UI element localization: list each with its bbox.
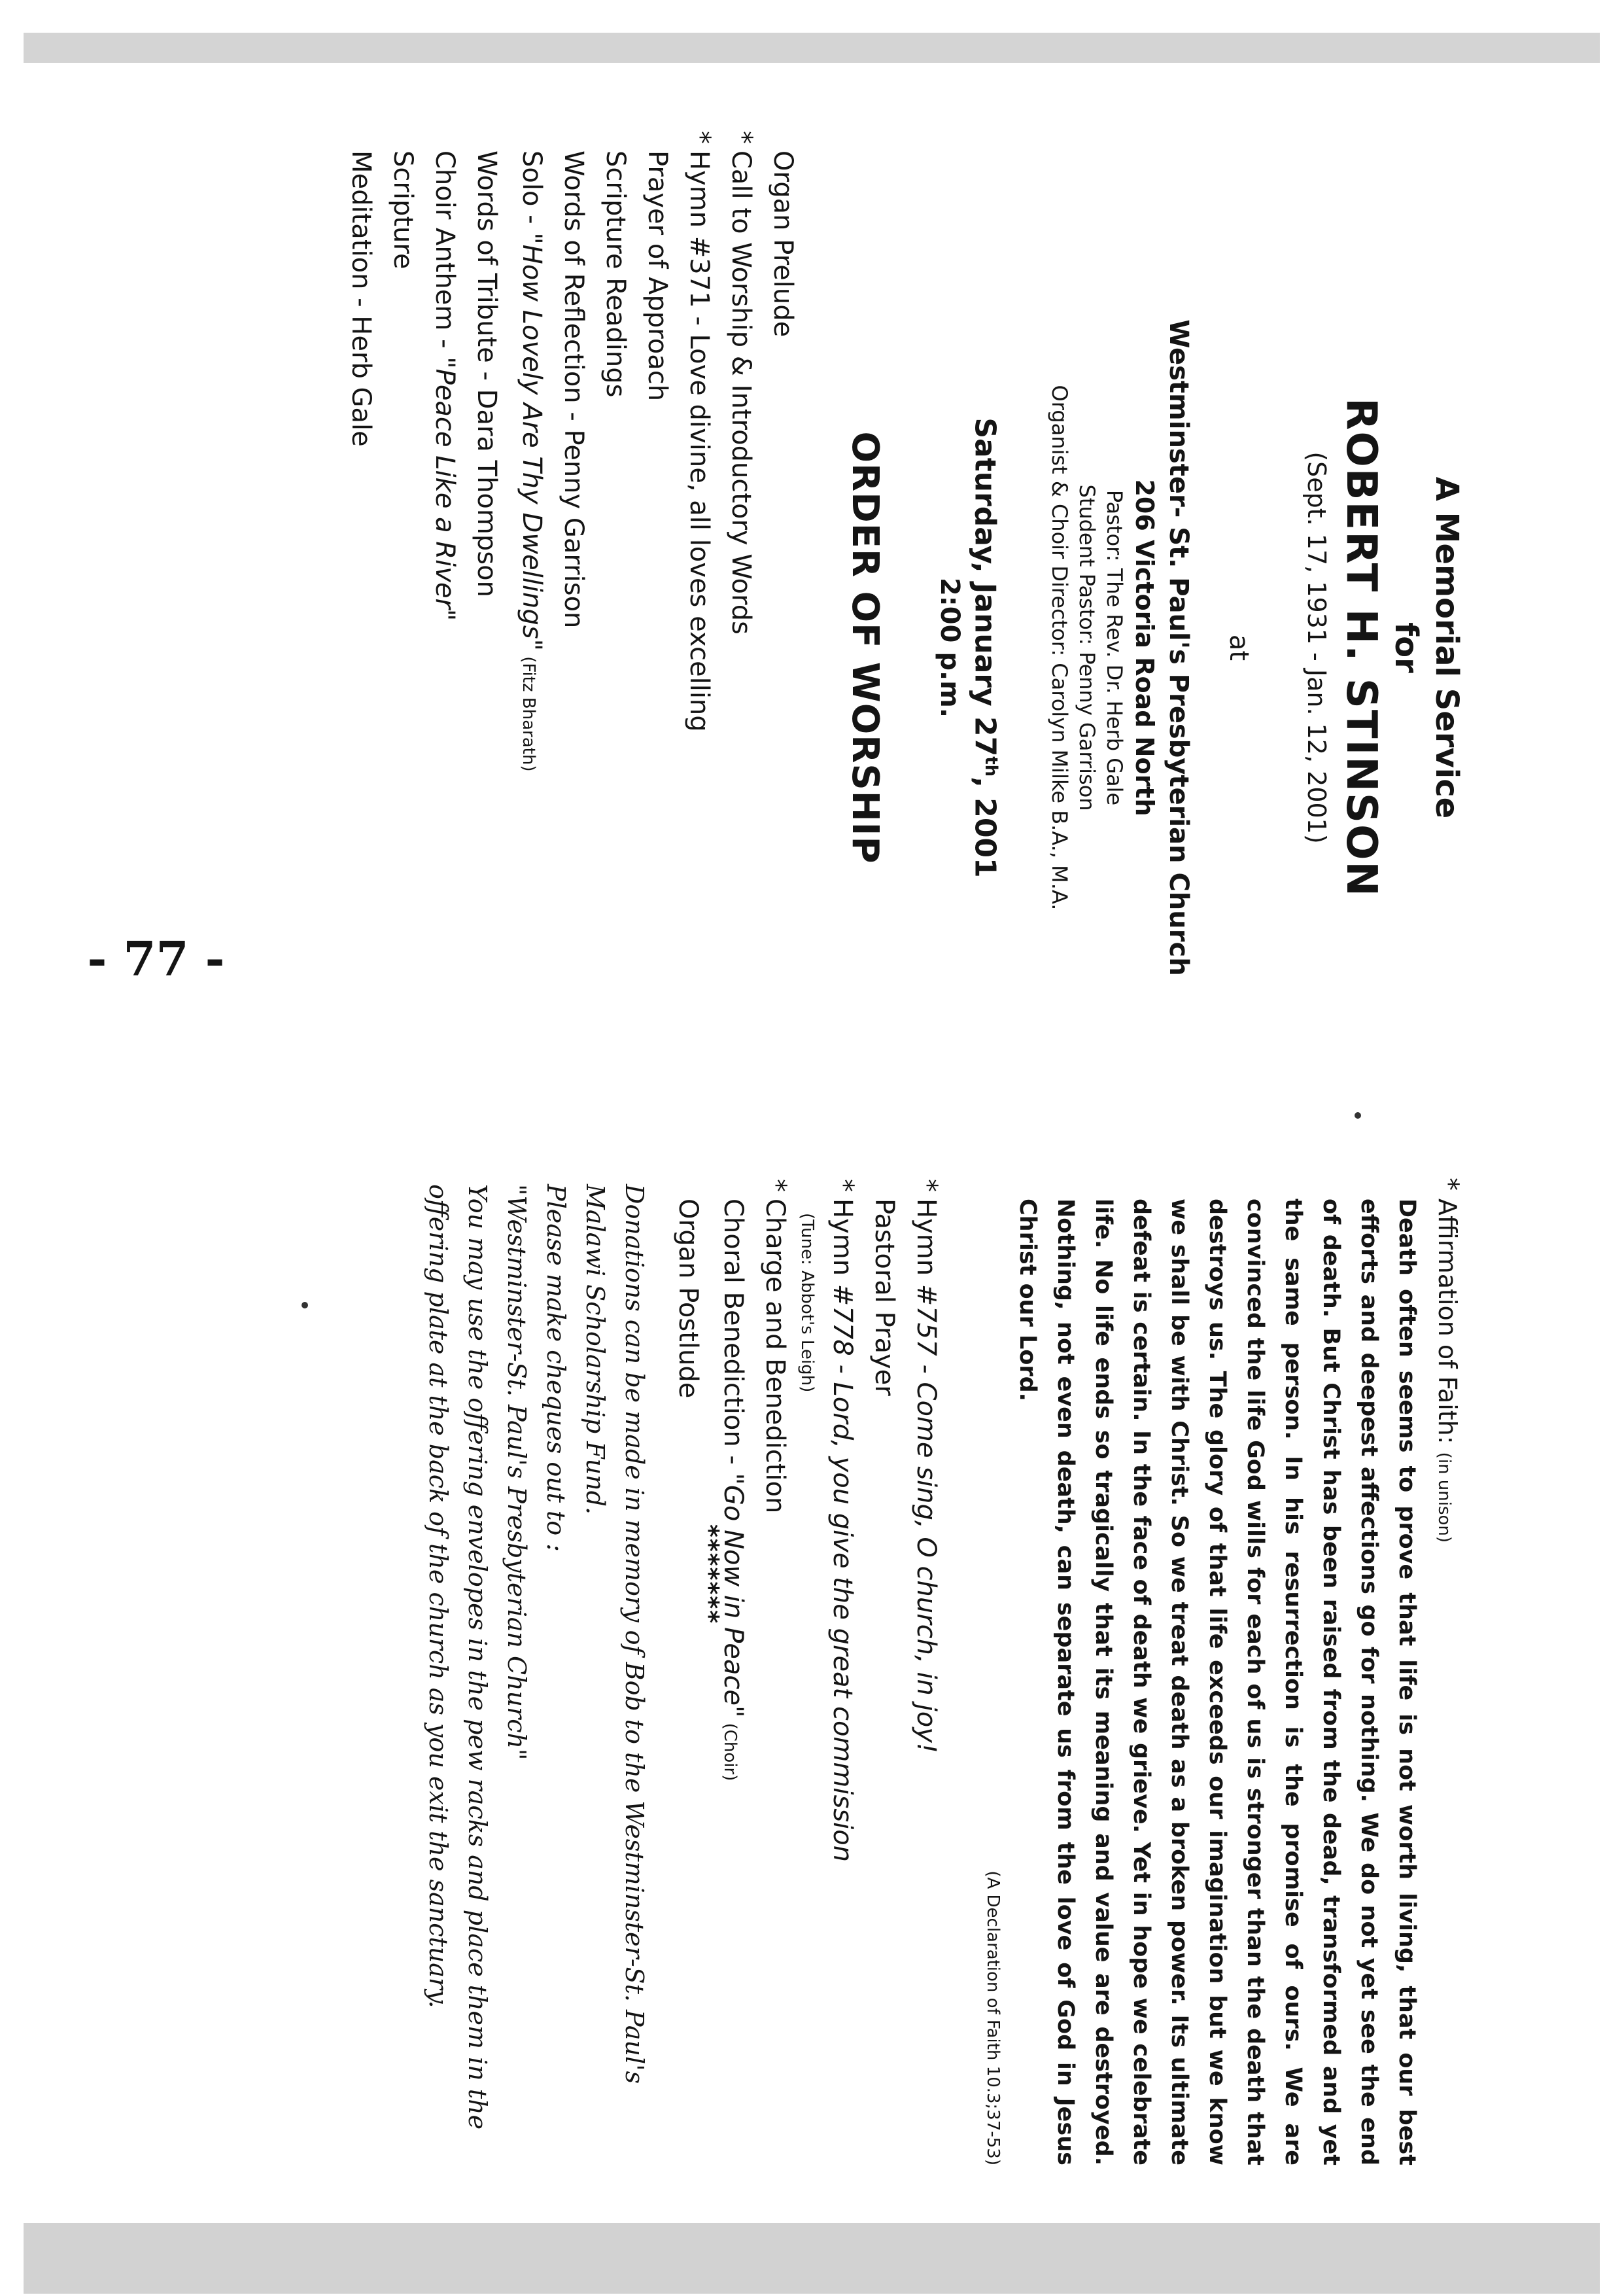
order-item-text: Scripture <box>388 150 419 270</box>
donations-line-2: Please make cheques out to : <box>542 1184 570 1552</box>
separator-stars: ******* <box>695 1524 724 1625</box>
date-block <box>933 131 1009 1165</box>
order-item-text: Organ Prelude <box>768 150 799 338</box>
organ-postlude: Organ Postlude <box>673 1199 703 1399</box>
closing-order-list <box>667 1184 947 2165</box>
page-number: - 77 - <box>87 930 225 987</box>
list-item <box>821 1199 863 2165</box>
list-item <box>382 150 424 1165</box>
scan-speck <box>302 1302 308 1308</box>
at-word: at <box>1224 634 1254 661</box>
hymn-757-title: #757 - Come sing, O church, in joy! <box>911 1284 941 1753</box>
service-date <box>966 131 1009 1165</box>
scan-band-top <box>24 33 1600 63</box>
order-item-text: Words of Tribute - Dara Thompson <box>472 150 502 597</box>
list-item <box>636 150 678 1165</box>
list-item <box>667 1199 709 2165</box>
life-dates: (Sept. 17, 1931 - Jan. 12, 2001) <box>1302 451 1331 844</box>
service-date-suffix: th <box>981 756 1001 777</box>
order-item-prefix: Choir Anthem - <box>430 150 460 357</box>
order-item-text: Meditation - Herb Gale <box>346 150 377 447</box>
order-item-prefix: Solo - <box>517 150 547 233</box>
affirmation-source: (A Declaration of Faith 10.3;37-53) <box>983 1870 1003 2165</box>
donations-line-1: Donations can be made in memory of Bob to the Westminster-St. Paul's Malawi Scholarship Fund. <box>581 1184 649 2084</box>
memorial-bulletin-page <box>87 131 1466 2192</box>
list-item <box>709 1199 754 2165</box>
list-item <box>424 150 466 1165</box>
service-time: 2:00 p.m. <box>935 577 965 718</box>
church-name: Westminster- St. Paul's Presbyterian Church <box>1164 319 1194 976</box>
service-header <box>1222 131 1466 1165</box>
list-item <box>340 150 382 1165</box>
list-item <box>678 150 720 1165</box>
pastor-line: Pastor: The Rev. Dr. Herb Gale <box>1102 489 1127 806</box>
order-item-text: Call to Worship & Introductory Words <box>726 150 757 635</box>
choral-prefix: Choral Benediction - <box>718 1199 748 1473</box>
list-item <box>905 1199 947 2165</box>
church-address: 206 Victoria Road North <box>1130 479 1159 816</box>
list-item <box>863 1199 905 2165</box>
affirmation-heading <box>1426 1184 1466 2165</box>
list-item <box>720 150 762 1165</box>
list-item <box>595 150 636 1165</box>
order-of-worship-list <box>340 131 804 1165</box>
choral-suffix: (Choir) <box>720 1717 740 1781</box>
service-year: , 2001 <box>968 777 1002 878</box>
service-date-text: Saturday, January 27 <box>968 417 1002 757</box>
order-of-worship-heading: ORDER OF WORSHIP <box>844 431 887 864</box>
pastoral-prayer: Pastoral Prayer <box>869 1199 899 1396</box>
list-item <box>466 150 508 1165</box>
affirmation-note: (in unison) <box>1434 1452 1454 1543</box>
order-item-suffix: (Fitz Bharath) <box>519 650 539 772</box>
service-title: A Memorial Service <box>1428 476 1465 819</box>
student-pastor-line: Student Pastor: Penny Garrison <box>1075 484 1099 811</box>
order-item-title: "Peace Like a River" <box>430 357 460 622</box>
bulletin-left-panel <box>190 131 1466 1165</box>
donations-note <box>419 1184 654 2165</box>
bulletin-right-panel <box>190 1184 1466 2165</box>
list-item <box>754 1199 796 2165</box>
order-item-text: Hymn #371 - Love divine, all loves excelling <box>684 150 715 732</box>
affirmation-label: Affirmation of Faith: <box>1433 1199 1462 1445</box>
hymn-778-tune: (Tune: Abbot's Leigh) <box>797 1213 817 1393</box>
hymn-778-title: #778 - Lord, you give the great commission <box>827 1284 857 1863</box>
order-item-title: "How Lovely Are Thy Dwellings" <box>517 232 547 651</box>
choral-title: "Go Now in Peace" <box>718 1473 748 1718</box>
service-for: for <box>1388 622 1425 673</box>
organist-line: Organist & Choir Director: Carolyn Milke B.A., M.A. <box>1047 385 1072 911</box>
donations-line-3: "Westminster-St. Paul's Presbyterian Church" <box>502 1184 531 1761</box>
affirmation-text: Death often seems to prove that life is not worth living, that our best efforts and deepest affections go for nothing. We do not yet see the end of death. But Christ has been raised from the dead, transformed and yet the same person. In his resurrection is the promise of ours. We are convinced the life God wills for each of us is stronger than the death that destroys us. The glory of that life exceeds our imagination but we know we shall be with Christ. So we treat death as a broken power. Its ultimate defeat is certain. In the face of death we grieve. Yet in hope we celebrate life. No life ends so tragically that its meaning and value are destroyed. Nothing, not even death, can separate us from the love of God in Jesus Christ our Lord. <box>1014 1199 1420 2165</box>
list-item <box>796 1199 821 2165</box>
list-item <box>762 150 804 1165</box>
venue-block <box>1046 131 1196 1165</box>
order-item-text: Scripture Readings <box>600 150 631 398</box>
hymn-778-prefix: Hymn <box>827 1199 857 1284</box>
donations-line-4: You may use the offering envelopes in the pew racks and place them in the offering plate at the back of the church as you exit the sanctuary. <box>424 1184 492 2130</box>
scan-speck <box>1355 1112 1361 1119</box>
order-item-text: Prayer of Approach <box>642 150 673 402</box>
deceased-name: ROBERT H. STINSON <box>1337 398 1385 898</box>
order-item-text: Words of Reflection - Penny Garrison <box>559 150 589 629</box>
list-item <box>553 150 595 1165</box>
list-item <box>508 150 553 1165</box>
hymn-757-prefix: Hymn <box>911 1199 941 1284</box>
charge-benediction: Charge and Benediction <box>760 1199 790 1514</box>
scan-band-bottom <box>24 2223 1600 2294</box>
